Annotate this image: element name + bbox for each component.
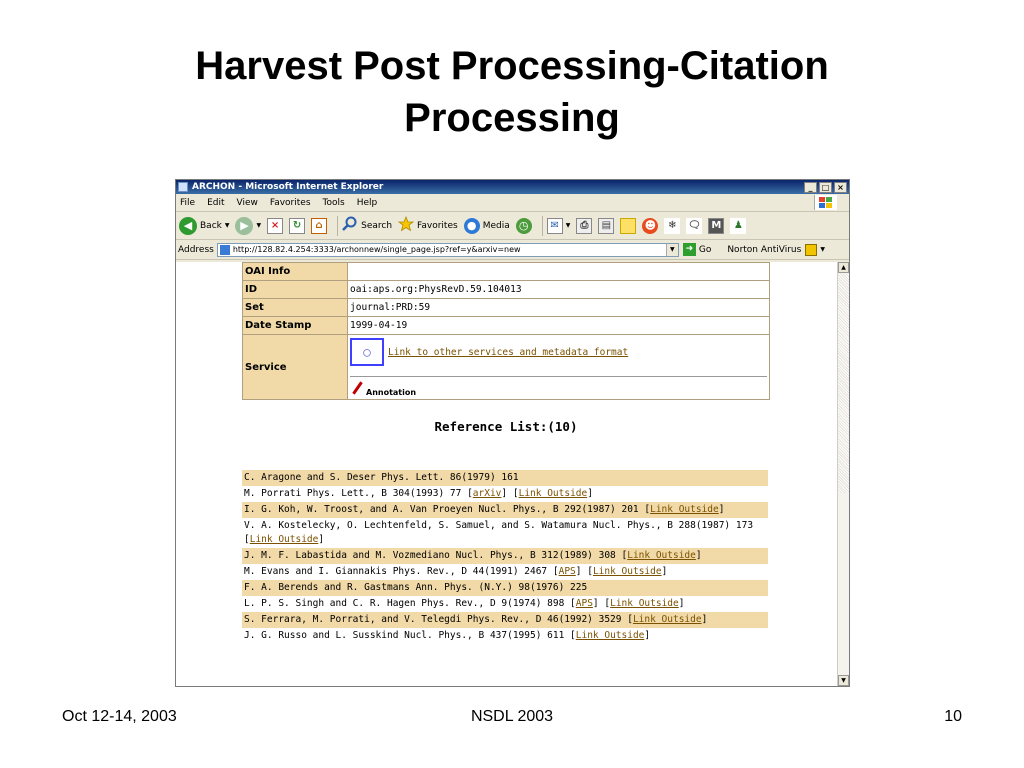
research-icon: ❄ [664,218,680,234]
title-bar [176,180,849,194]
address-label: Address [178,244,214,255]
reference-item [242,580,768,596]
print-icon: ⎙ [576,218,592,234]
norton-label: Norton AntiVirus [727,244,802,255]
reference-text: J. G. Russo and L. Susskind Nucl. Phys., B 437(1995) 611 [244,630,565,641]
media-button[interactable] [464,218,510,234]
link-outside[interactable]: Link Outside [249,534,319,545]
search-icon [342,216,358,235]
scroll-down-icon[interactable]: ▼ [838,675,849,686]
mail-dropdown-icon[interactable]: ▼ [565,222,571,229]
footer-page-number: 10 [944,708,962,725]
research-button[interactable] [664,218,680,234]
forward-arrow-icon: ▶ [235,217,253,235]
menu-view[interactable]: View [236,197,258,208]
address-field[interactable] [217,243,679,257]
slide-title [0,40,1024,144]
norton-icon [805,244,817,256]
search-label: Search [361,220,393,231]
menu-edit[interactable]: Edit [207,197,225,208]
record-value: journal:PRD:59 [348,299,770,317]
mail-button[interactable] [547,218,571,234]
menu-file[interactable]: File [180,197,196,208]
slide-title-line2: Processing [404,96,620,140]
media-label: Media [482,220,510,231]
messenger-icon: ☻ [642,218,658,234]
table-row [243,317,770,335]
messenger-button[interactable] [642,218,658,234]
link-outside[interactable]: Link Outside [518,488,588,499]
reference-list [242,470,768,644]
reference-text: S. Ferrara, M. Porrati, and V. Telegdi Phys. Rev., D 46(1992) 3529 [244,614,622,625]
record-value: oai:aps.org:PhysRevD.59.104013 [348,281,770,299]
menu-help[interactable]: Help [356,197,378,208]
history-button[interactable] [516,218,532,234]
link-outside[interactable]: Link Outside [650,504,719,515]
link-outside[interactable]: Link Outside [632,614,702,625]
reference-heading: Reference List:(10) [434,419,578,434]
record-key: Set [243,299,348,317]
chat-bubble-icon: 🗨 [686,218,702,234]
star-icon [398,216,414,235]
home-icon: ⌂ [311,218,327,234]
record-value: 1999-04-19 [348,317,770,335]
page-icon [220,245,230,255]
menu-bar [176,194,849,212]
reference-item: M. Porrati Phys. Lett., B 304(1993) 77 [arXiv] [Link Outside] [244,488,593,499]
note-icon [620,218,636,234]
go-label: Go [698,244,712,255]
history-icon: ◷ [516,218,532,234]
table-row [243,299,770,317]
minimize-button[interactable]: _ [804,182,817,193]
favorites-button[interactable] [398,216,458,235]
refresh-icon: ↻ [289,218,305,234]
reference-item: S. Ferrara, M. Porrati, and V. Telegdi Phys. Rev., D 46(1992) 3529 [Link Outside] [242,612,768,628]
back-dropdown-icon[interactable]: ▼ [224,222,230,229]
back-label: Back [200,220,222,231]
edit-button[interactable] [598,218,614,234]
annotation-label: Annotation [366,388,417,397]
home-button[interactable] [311,218,327,234]
table-row [243,281,770,299]
reference-item: I. G. Koh, W. Troost, and A. Van Proeyen Nucl. Phys., B 292(1987) 201 [Link Outside] [242,502,768,518]
scroll-up-icon[interactable]: ▲ [838,262,849,273]
back-button[interactable] [179,217,229,235]
aps-link[interactable]: APS [558,566,576,577]
link-outside[interactable]: Link Outside [575,630,645,641]
link-outside[interactable]: Link Outside [627,550,696,561]
forward-button[interactable] [235,217,261,235]
chat-button[interactable] [686,218,702,234]
people-icon: ♟ [730,218,746,234]
reference-item: J. M. F. Labastida and M. Vozmediano Nucl. Phys., B 312(1989) 308 [Link Outside] [242,548,768,564]
reference-text: C. Aragone and S. Deser Phys. Lett. 86(1979) 161 [244,472,519,483]
print-button[interactable] [576,218,592,234]
reference-text: J. M. F. Labastida and M. Vozmediano Nucl. Phys., B 312(1989) 308 [244,550,616,561]
browser-window [175,179,850,687]
windows-logo-icon [814,195,837,210]
record-value [348,263,770,281]
reference-text: V. A. Kostelecky, O. Lechtenfeld, S. Samuel, and S. Watamura Nucl. Phys., B 288(1987) 173 [244,520,754,531]
address-bar [176,240,849,260]
record-key: Date Stamp [243,317,348,335]
link-outside[interactable]: Link Outside [610,598,679,609]
footer-date: Oct 12-14, 2003 [62,708,177,725]
search-button[interactable] [342,216,392,235]
menu-tools[interactable]: Tools [322,197,345,208]
slide-title-line1: Harvest Post Processing-Citation [195,44,829,88]
reference-item: M. Evans and I. Giannakis Phys. Rev., D 44(1991) 2467 [APS] [Link Outside] [244,566,668,577]
mail-icon: ✉ [547,218,563,234]
m-logo-icon: M [708,218,724,234]
reference-item [242,470,768,486]
go-arrow-icon: ➜ [683,243,696,256]
norton-dropdown-icon[interactable]: ▼ [820,246,825,253]
service-key: Service [243,335,348,400]
reference-text: L. P. S. Singh and C. R. Hagen Phys. Rev., D 9(1974) 898 [244,598,565,609]
service-link[interactable]: Link to other services and metadata format [388,346,629,358]
stop-icon: × [267,218,283,234]
close-button[interactable]: × [834,182,847,193]
reference-item: L. P. S. Singh and C. R. Hagen Phys. Rev., D 9(1974) 898 [APS] [Link Outside] [244,598,685,609]
window-title: ARCHON - Microsoft Internet Explorer [192,182,384,192]
service-box [350,336,767,366]
annotation-button[interactable] [350,381,767,398]
reference-text: M. Evans and I. Giannakis Phys. Rev., D 44(1991) 2467 [244,566,548,577]
norton-antivirus[interactable] [727,244,825,256]
menu-favorites[interactable]: Favorites [269,197,311,208]
record-table [242,262,770,400]
reference-text: I. G. Koh, W. Troost, and A. Van Proeyen Nucl. Phys., B 292(1987) 201 [244,504,639,515]
service-divider [350,376,767,377]
people-button[interactable] [730,218,746,234]
aps-link[interactable]: APS [575,598,593,609]
pen-icon [350,381,364,397]
service-row [243,335,770,400]
edit-icon: ▤ [598,218,614,234]
record-key: OAI Info [243,263,348,281]
reference-text: M. Porrati Phys. Lett., B 304(1993) 77 [244,488,462,499]
vertical-scrollbar[interactable] [837,262,849,686]
media-globe-icon: ● [464,218,480,234]
address-url[interactable]: http://128.82.4.254:3333/archonnew/single_page.jsp?ref=y&arxiv=new [232,245,521,254]
reference-text: F. A. Berends and R. Gastmans Ann. Phys. (N.Y.) 98(1976) 225 [244,582,588,593]
go-button[interactable] [683,243,711,256]
record-key: ID [243,281,348,299]
reference-item: J. G. Russo and L. Susskind Nucl. Phys., B 437(1995) 611 [Link Outside] [244,630,651,641]
refresh-button[interactable] [289,218,305,234]
service-logo-icon[interactable]: ◯ [350,338,384,366]
reference-item: V. A. Kostelecky, O. Lechtenfeld, S. Samuel, and S. Watamura Nucl. Phys., B 288(1987) 173 [Link Outside] [244,520,754,545]
arxiv-link[interactable]: arXiv [472,488,502,499]
table-row [243,263,770,281]
forward-dropdown-icon[interactable]: ▼ [256,222,262,229]
service-cell [348,335,770,400]
scrollbar-track[interactable] [838,274,849,493]
toolbar [176,212,849,240]
back-arrow-icon: ◀ [179,217,197,235]
page-content [176,262,837,686]
stop-button[interactable] [267,218,283,234]
link-outside[interactable]: Link Outside [592,566,662,577]
discuss-button[interactable] [620,218,636,234]
m-button[interactable] [708,218,724,234]
footer-conference: NSDL 2003 [470,708,554,725]
address-dropdown-icon[interactable]: ▼ [666,244,678,256]
favorites-label: Favorites [417,220,458,231]
ie-app-icon [178,182,188,192]
maximize-button[interactable]: □ [819,182,832,193]
